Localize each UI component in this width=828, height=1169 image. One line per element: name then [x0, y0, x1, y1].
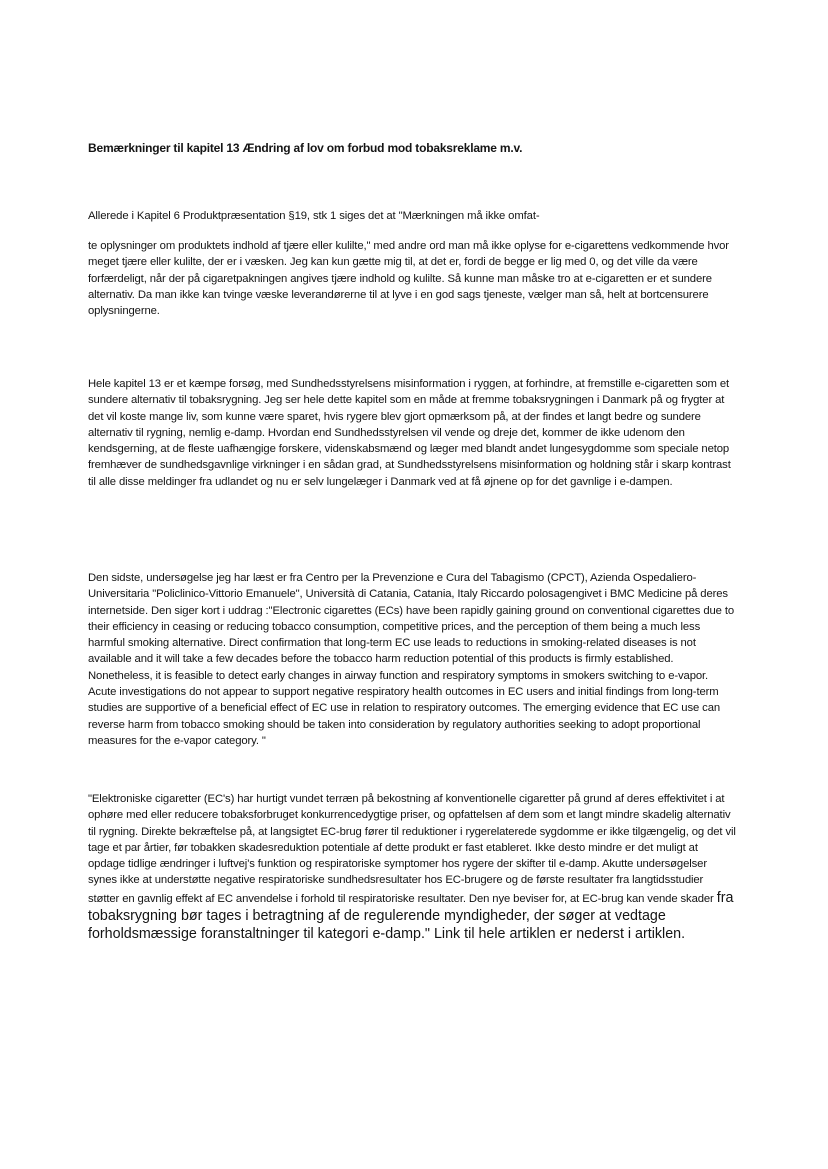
paragraph-danish-translation	[88, 791, 736, 944]
translation-text-large: fra tobaksrygning bør tages i betragtning af de regulerende myndigheder, der søger at vedtage forholdsmæssige foranstaltninger til kategori e-damp." Link til hele artiklen er nederst i artiklen.	[88, 889, 734, 943]
paragraph-labeling: te oplysninger om produktets indhold af tjære eller kulilte," med andre ord man må ikke oplyse for e-cigarettens vedkommende hvor meget tjære eller kulilte, der er i væsken. Jeg kan kun gætte mig til, at det er, fordi de begge er lig med 0, og det ville da være forfærdeligt, når der på cigaretpakningen angives tjære indhold og kulilte. Så kunne man måske tro at e-cigaretten er et sundere alternativ. Da man ikke kan tvinge væske leverandørerne til at lyve i en god sags tjeneste, vælger man så, helt at bortcensurere oplysningerne.	[88, 240, 729, 318]
translation-text: "Elektroniske cigaretter (EC's) har hurtigt vundet terræn på bekostning af konventionelle cigaretter på grund af deres effektivitet i at ophøre med eller reducere tobaksforbruget konkurrencedygtige priser, og opfattelsen af dem som et langt mindre skadelig alternativ til rygning. Direkte bekræftelse på, at langsigtet EC-brug fører til reduktioner i rygerelaterede sygdomme er ikke tilgængelig, og det vil tage et par årtier, før tobakken skadesreduktion potentiale af dette produkt er fast etableret. Ikke desto mindre er det muligt at opdage tidlige ændringer i luftvej's funktion og respiratoriske symptomer hos rygere der skifter til e-damp. Akutte undersøgelser synes ikke at understøtte negative respiratoriske sundhedsresultater hos EC-brugere og de første resultater fra langtidsstudier støtter en gavnlig effekt af EC anvendelse i forhold til respiratoriske resultater. Den nye beviser for, at EC-brug kan vende skader	[88, 793, 736, 905]
paragraph-chapter-13: Hele kapitel 13 er et kæmpe forsøg, med Sundhedsstyrelsens misinformation i ryggen, at forhindre, at fremstille e-cigaretten som et sundere alternativ til tobaksrygning. Jeg ser hele dette kapitel som en måde at fremme tobaksrygningen i Danmark på og frygter at det vil koste mange liv, som kunne være sparet, hvis rygere blev gjort opmærksom på, at der findes et langt bedre og sundere alternativ til rygning, nemlig e-damp. Hvordan end Sundhedsstyrelsen vil vende og dreje det, kommer de ikke udenom den kendsgerning, at de fleste uafhængige forskere, videnskabsmænd og læger med blandt andet lungesygdomme som speciale netop fremhæver de sundhedsgavnlige virkninger i en sådan grad, at Sundhedsstyrelsens misinformation og holdning står i skarp kontrast til alle disse meldinger fra udlandet og nu er selv lungelæger i Danmark ved at få øjnene op for det gavnlige i e-dampen.	[88, 378, 731, 488]
paragraph-study-quote: Den sidste, undersøgelse jeg har læst er fra Centro per la Prevenzione e Cura del Tabagismo (CPCT), Azienda Ospedaliero-Universitaria "Policlinico-Vittorio Emanuele", Università di Catania, Catania, Italy Riccardo polosagengivet i BMC Medicine på deres internetside. Den siger kort i uddrag :"Electronic cigarettes (ECs) have been rapidly gaining ground on conventional cigarettes due to their efficiency in ceasing or reducing tobacco consumption, competitive prices, and the perception of them being a much less harmful smoking alternative. Direct confirmation that long-term EC use leads to reductions in smoking-related diseases is not available and it will take a few decades before the tobacco harm reduction potential of this products is firmly established. Nonetheless, it is feasible to detect early changes in airway function and respiratory symptoms in smokers switching to e-vapor. Acute investigations do not appear to support negative respiratory health outcomes in EC users and initial findings from long-term studies are supportive of a beneficial effect of EC use in relation to respiratory outcomes. The emerging evidence that EC use can reverse harm from tobacco smoking should be taken into consideration by regulatory authorities seeking to adopt proportional measures for the e-vapor category. "	[88, 572, 735, 747]
paragraph-intro: Allerede i Kapitel 6 Produktpræsentation §19, stk 1 siges det at "Mærkningen må ikke omfat-	[88, 210, 540, 222]
document-heading: Bemærkninger til kapitel 13 Ændring af lov om forbud mod tobaksreklame m.v.	[88, 141, 523, 155]
